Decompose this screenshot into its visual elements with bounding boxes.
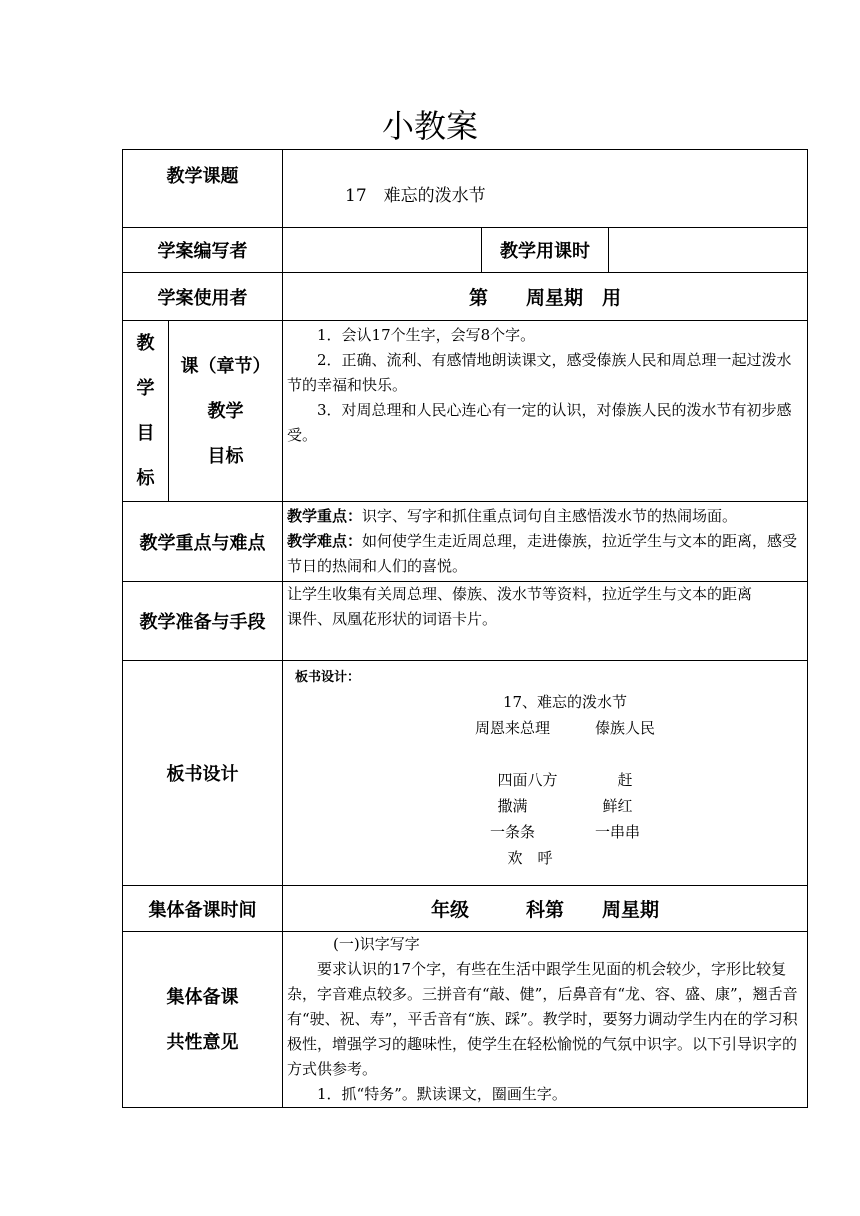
goals-outer-char: 教 xyxy=(136,333,155,354)
board-line: 17、难忘的泼水节 xyxy=(502,693,628,711)
prep-time-value: 年级 科第 周星期 xyxy=(283,886,808,932)
key-point-label: 教学重点： xyxy=(287,507,363,525)
board-line: 一条条 一串串 xyxy=(490,823,641,841)
common-content xyxy=(283,932,808,1108)
goal-item: 3．对周总理和人民心连心有一定的认识，对傣族人民的泼水节有初步感受。 xyxy=(287,401,792,444)
common-label xyxy=(123,932,283,1108)
difficulty-label: 教学难点： xyxy=(287,532,363,550)
topic-value: 17 难忘的泼水节 xyxy=(283,150,808,228)
prep-time-label: 集体备课时间 xyxy=(123,886,283,932)
board-row xyxy=(123,661,808,886)
goals-inner-label xyxy=(169,321,283,502)
board-line: 欢 呼 xyxy=(507,849,553,867)
topic-row xyxy=(123,150,808,228)
board-content xyxy=(283,661,808,886)
period-value xyxy=(609,228,808,273)
board-line xyxy=(323,741,807,767)
prep-time-row xyxy=(123,886,808,932)
writer-value xyxy=(283,228,482,273)
prep-label: 教学准备与手段 xyxy=(123,582,283,661)
focus-row xyxy=(123,502,808,582)
goals-inner-line: 教学 xyxy=(207,400,244,422)
board-line: 周恩来总理 傣族人民 xyxy=(475,719,656,737)
goals-outer-char: 标 xyxy=(136,468,155,489)
difficulty-text: 如何使学生走近周总理，走进傣族，拉近学生与文本的距离，感受节日的热闹和人们的喜悦。 xyxy=(287,532,798,575)
user-row xyxy=(123,273,808,321)
board-label: 板书设计 xyxy=(123,661,283,886)
goals-outer-char: 学 xyxy=(136,378,155,399)
board-line: 四面八方 赶 xyxy=(497,771,633,789)
goals-inner-line: 目标 xyxy=(207,445,244,467)
key-point-text: 识字、写字和抓住重点词句自主感悟泼水节的热闹场面。 xyxy=(362,507,738,525)
goals-outer-char: 目 xyxy=(136,423,155,444)
prep-content xyxy=(283,582,808,661)
lesson-plan-table xyxy=(122,149,808,1108)
common-item: 1．抓“特务”。默读课文，圈画生字。 xyxy=(317,1085,567,1103)
goals-inner-line: 课（章节） xyxy=(180,355,271,377)
common-row xyxy=(123,932,808,1108)
focus-content xyxy=(283,502,808,582)
goal-item: 2．正确、流利、有感情地朗读课文，感受傣族人民和周总理一起过泼水节的幸福和快乐。 xyxy=(287,351,792,394)
prep-row xyxy=(123,582,808,661)
focus-label: 教学重点与难点 xyxy=(123,502,283,582)
user-label: 学案使用者 xyxy=(123,273,283,321)
prep-line: 课件、凤凰花形状的词语卡片。 xyxy=(287,610,498,628)
goals-content xyxy=(283,321,808,502)
board-heading: 板书设计： xyxy=(295,670,361,685)
prep-line: 让学生收集有关周总理、傣族、泼水节等资料，拉近学生与文本的距离 xyxy=(287,585,753,603)
goals-outer-label xyxy=(123,321,169,502)
goal-item: 1．会认17个生字，会写8个字。 xyxy=(317,326,536,344)
writer-label: 学案编写者 xyxy=(123,228,283,273)
writer-row xyxy=(123,228,808,273)
topic-label: 教学课题 xyxy=(123,150,283,228)
common-paragraph: 要求认识的17个字，有些在生活中跟学生见面的机会较少，字形比较复杂，字音难点较多。三拼音有“敲、健”，后鼻音有“龙、容、盛、康”，翘舌音有“驶、祝、寿”，平舌音有“族、踩”。教学时，要努力调动学生内在的学习积极性，增强学习的趣味性，使学生在轻松愉悦的气氛中识字。以下引导识字的方式供参考。 xyxy=(287,960,798,1078)
common-label-line: 集体备课 xyxy=(166,986,239,1008)
common-heading: (一)识字写字 xyxy=(333,935,420,953)
board-line: 撒满 鲜红 xyxy=(497,797,633,815)
common-label-line: 共性意见 xyxy=(166,1031,239,1053)
period-label: 教学用课时 xyxy=(482,228,609,273)
page-title: 小教案 xyxy=(381,107,478,145)
user-value: 第 周星期 用 xyxy=(283,273,808,321)
goals-row xyxy=(123,321,808,502)
